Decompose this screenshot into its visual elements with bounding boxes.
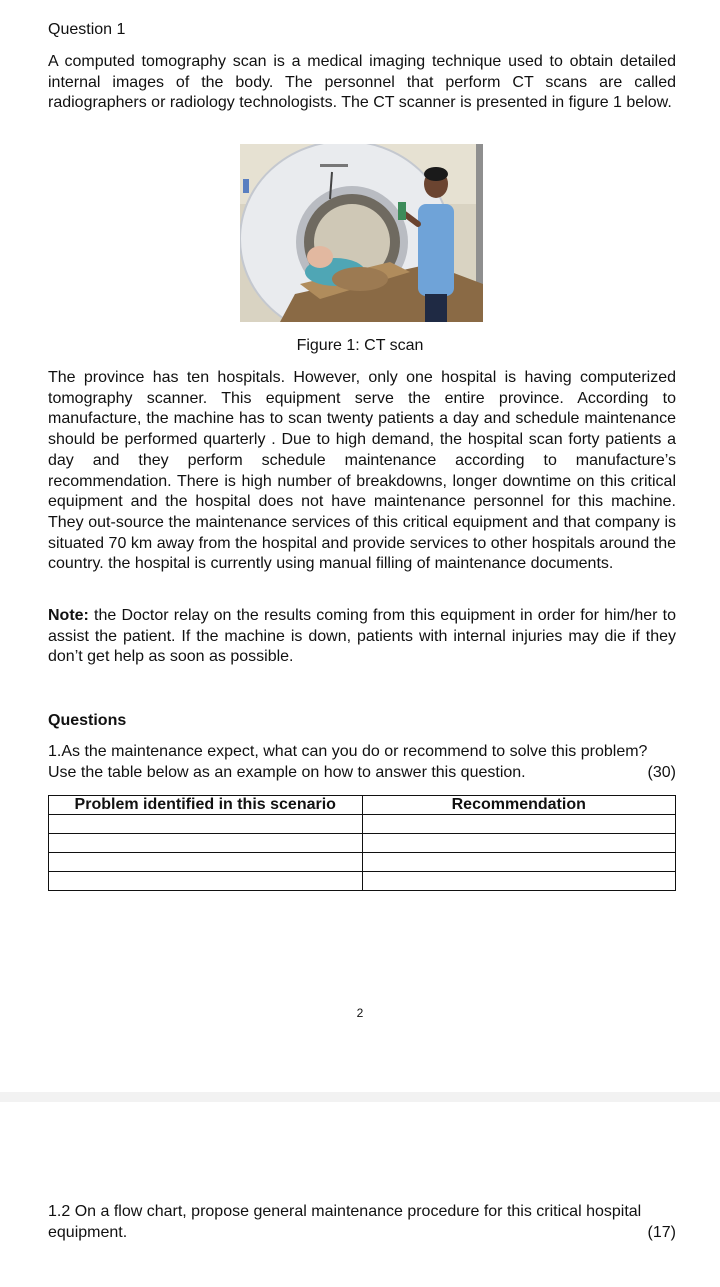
table-header-problem: Problem identified in this scenario [49,796,363,815]
table-cell[interactable] [49,834,363,853]
table-cell[interactable] [362,853,676,872]
table-row [49,834,676,853]
table-row [49,853,676,872]
question-1-1-marks: (30) [647,763,676,781]
ct-scan-illustration [240,144,483,322]
question-1-1 [48,742,676,783]
scenario-paragraph: The province has ten hospitals. However, only one hospital is having computerized tomography scanner. This equipment serve the entire province. According to manufacture, the machine has to scan twenty patients a day and schedule maintenance should be performed quarterly . Due to high demand, the hospital scan forty patients a day and they perform schedule maintenance according to manufacture’s recommendation. There is high number of breakdowns, longer downtime on this critical equipment and the hospital does not have maintenance personnel for this machine. They out-source the maintenance services of this critical equipment and that company is situated 70 km away from the hospital and provide services to other hospitals around the country. the hospital is currently using manual filling of maintenance documents. [48,369,676,573]
table-row [49,872,676,891]
table-cell[interactable] [362,872,676,891]
note-label: Note: [48,607,89,624]
table-header-recommendation: Recommendation [362,796,676,815]
question-1-1-line2: Use the table below as an example on how to answer this question. [48,763,526,781]
table-cell[interactable] [49,853,363,872]
table-row [49,815,676,834]
questions-heading: Questions [48,712,127,729]
page-number: 2 [356,1006,364,1020]
question-1-1-line1: 1.As the maintenance expect, what can you do or recommend to solve this problem? [48,743,648,760]
table-cell[interactable] [362,834,676,853]
question-1-1-row [48,763,676,784]
table-cell[interactable] [49,815,363,834]
question-title: Question 1 [48,21,126,38]
question-1-2-row [48,1223,676,1244]
table-cell[interactable] [49,872,363,891]
document-page-2 [0,1102,720,1287]
page-separator [0,1092,720,1102]
answer-table [48,795,676,891]
note-paragraph [48,606,676,668]
table-header-row [49,796,676,815]
figure-caption: Figure 1: CT scan [296,337,424,354]
question-1-2 [48,1202,676,1243]
table-cell[interactable] [362,815,676,834]
question-1-2-line1: 1.2 On a flow chart, propose general maintenance procedure for this critical hospital [48,1203,642,1220]
question-1-2-line2: equipment. [48,1223,128,1241]
intro-paragraph: A computed tomography scan is a medical imaging technique used to obtain detailed internal images of the body. The personnel that perform CT scans are called radiographers or radiology technologists. The CT scanner is presented in figure 1 below. [48,53,676,112]
note-text: the Doctor relay on the results coming from this equipment in order for him/her to assist the patient. If the machine is down, patients with internal injuries may die if they don’t get help as soon as possible. [48,607,676,666]
ct-scan-photo [240,144,483,322]
question-1-2-marks: (17) [647,1223,676,1241]
answer-table-wrapper [48,795,676,891]
